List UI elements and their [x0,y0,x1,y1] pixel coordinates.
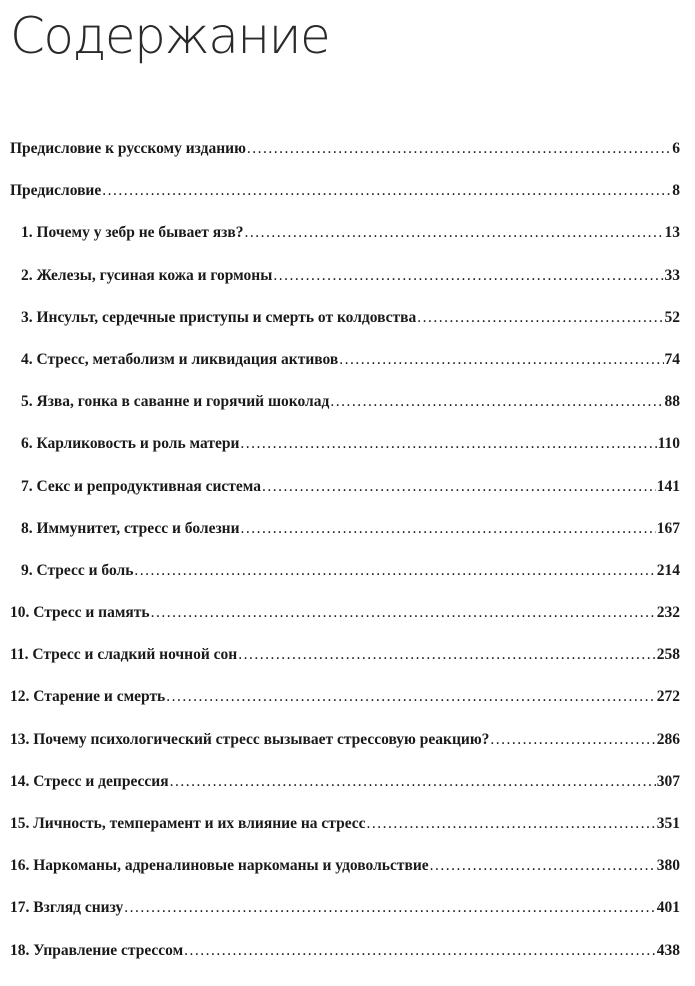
toc-entry-label: 6. Карликовость и роль матери [21,435,240,453]
toc-entry-chapter-3[interactable] [0,309,695,351]
toc-entry-page-number: 6 [672,140,680,157]
dot-leader [273,267,663,285]
dot-leader [490,731,655,749]
dot-leader [262,478,656,496]
toc-entry-page-number: 13 [664,224,680,242]
toc-entry-chapter-17[interactable] [0,899,695,941]
dot-leader [102,182,671,200]
toc-entry-page-number: 307 [656,772,680,790]
toc-entry-label: 8. Иммунитет, стресс и болезни [21,519,240,537]
toc-entry-page-number: 33 [664,266,680,284]
toc-entry-page-number: 8 [672,182,680,200]
dot-leader [339,351,663,369]
toc-entry-chapter-4[interactable] [0,351,695,393]
toc-entry-page-number: 74 [664,350,680,368]
toc-entry-chapter-16[interactable] [0,857,695,899]
dot-leader [124,899,655,917]
toc-entry-chapter-8[interactable] [0,520,695,562]
toc-entry-page-number: 401 [656,899,680,917]
page-title: Содержание [10,7,330,65]
toc-entry-chapter-9[interactable] [0,562,695,604]
dot-leader [238,646,656,664]
dot-leader [170,773,656,791]
dot-leader [240,435,656,453]
toc-entry-chapter-1[interactable] [0,224,695,266]
toc-entry-chapter-11[interactable] [0,646,695,688]
toc-entry-chapter-12[interactable] [0,688,695,730]
toc-entry-preface[interactable] [0,182,695,224]
toc-entry-label: 10. Стресс и память [10,604,150,622]
toc-entry-label: 16. Наркоманы, адреналиновые наркоманы и удовольствие [10,857,429,875]
toc-entry-label: 12. Старение и смерть [10,688,166,706]
toc-entry-label: 13. Почему психологический стресс вызывает стрессовую реакцию? [10,730,490,748]
toc-entry-label: 3. Инсульт, сердечные приступы и смерть от колдовства [21,308,417,326]
toc-entry-chapter-6[interactable] [0,435,695,477]
dot-leader [244,224,663,242]
toc-entry-page-number: 214 [656,561,680,579]
toc-entry-label: 5. Язва, гонка в саванне и горячий шоколад [21,393,330,411]
toc-entry-label: 18. Управление стрессом [10,941,184,959]
dot-leader [330,393,663,411]
toc-entry-label: 14. Стресс и депрессия [10,772,169,790]
toc-entry-label: 4. Стресс, метаболизм и ликвидация активов [21,350,339,368]
toc-entry-page-number: 110 [657,435,680,453]
toc-entry-label: 9. Стресс и боль [21,561,134,579]
toc-entry-page-number: 167 [656,519,680,537]
toc-entry-page-number: 351 [656,815,680,832]
toc-entry-page-number: 438 [656,941,680,959]
dot-leader [134,562,655,580]
toc-entry-page-number: 52 [664,308,680,326]
toc-entry-label: 15. Личность, темперамент и их влияние на стресс [10,815,366,832]
dot-leader [430,857,656,875]
toc-entry-page-number: 88 [664,393,680,411]
toc-entry-label: 7. Секс и репродуктивная система [21,477,261,495]
toc-entry-page-number: 258 [656,646,680,664]
toc-entry-label: Предисловие к русскому изданию [10,140,246,157]
toc-entry-chapter-5[interactable] [0,393,695,435]
dot-leader [151,604,656,622]
toc-entry-page-number: 380 [656,857,680,875]
dot-leader [241,520,656,538]
toc-entry-preface-russian[interactable] [0,140,695,182]
toc-entry-page-number: 272 [656,688,680,706]
dot-leader [247,140,671,158]
toc-entry-label: 1. Почему у зебр не бывает язв? [21,224,244,242]
toc-entry-page-number: 141 [656,477,680,495]
toc-entry-page-number: 232 [656,604,680,622]
toc-entry-label: 11. Стресс и сладкий ночной сон [10,646,238,664]
toc-entry-label: Предисловие [10,182,102,200]
toc-entry-label: 17. Взгляд снизу [10,899,124,917]
toc-entry-chapter-14[interactable] [0,773,695,815]
toc-entry-chapter-15[interactable] [0,815,695,857]
table-of-contents [0,140,695,984]
dot-leader [166,688,655,706]
toc-entry-chapter-13[interactable] [0,731,695,773]
toc-entry-chapter-18[interactable] [0,942,695,984]
toc-entry-page-number: 286 [656,730,680,748]
toc-entry-chapter-7[interactable] [0,478,695,520]
dot-leader [184,942,656,960]
toc-entry-chapter-10[interactable] [0,604,695,646]
dot-leader [417,309,663,327]
dot-leader [367,815,656,833]
toc-entry-label: 2. Железы, гусиная кожа и гормоны [21,266,273,284]
toc-entry-chapter-2[interactable] [0,267,695,309]
